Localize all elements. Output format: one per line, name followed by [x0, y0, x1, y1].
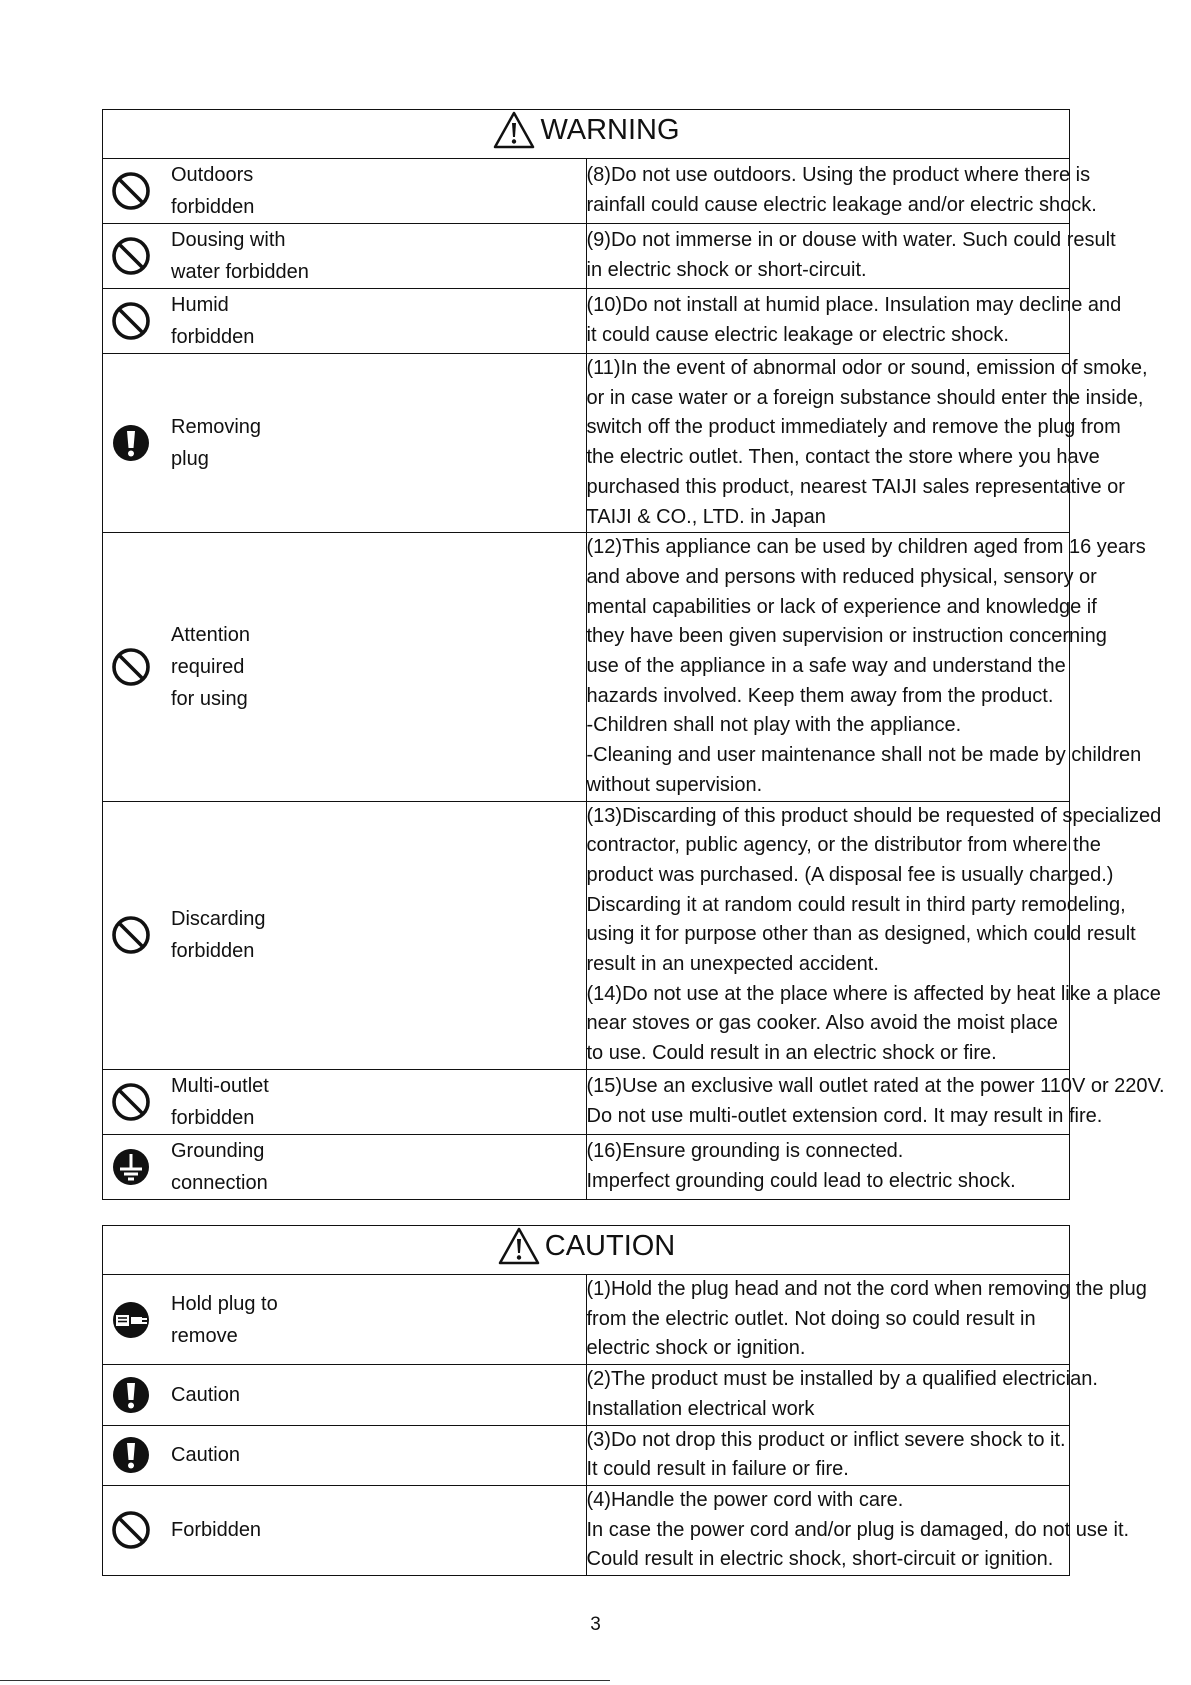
row-label-line: connection — [171, 1171, 268, 1194]
warning-table — [102, 109, 1165, 1200]
row-text-line: (2)The product must be installed by a qualified electrician. — [586, 1368, 1098, 1391]
row-text-line: from the electric outlet. Not doing so could result in — [586, 1307, 1036, 1330]
unplug-icon — [103, 1300, 159, 1340]
row-text — [586, 533, 1146, 801]
row-text-line: it could cause electric leakage or electric shock. — [586, 324, 1009, 346]
row-text-line: hazards involved. Keep them away from the product. — [586, 684, 1054, 707]
row-label-line: Dousing with — [171, 229, 286, 251]
icon-label-cell — [103, 1365, 587, 1425]
icon-label-cell — [103, 1275, 587, 1365]
warning-row — [103, 289, 1070, 354]
row-text-line: (16)Ensure grounding is connected. — [586, 1140, 904, 1163]
row-text-line: (13)Discarding of this product should be requested of specialized — [586, 804, 1162, 827]
row-text — [586, 289, 1122, 354]
row-label-line: Attention — [171, 623, 250, 646]
warning-row — [103, 224, 1070, 289]
row-text-line: purchased this product, nearest TAIJI sales representative or — [586, 475, 1125, 498]
caution-row — [103, 1485, 1070, 1575]
row-text-line: switch off the product immediately and remove the plug from — [586, 416, 1121, 439]
row-text-line: near stoves or gas cooker. Also avoid the moist place — [586, 1012, 1058, 1035]
row-text-line: (15)Use an exclusive wall outlet rated at the power 110V or 220V. — [586, 1075, 1165, 1098]
caution-title: CAUTION — [544, 1229, 676, 1262]
row-text-line: electric shock or ignition. — [586, 1337, 806, 1360]
warning-triangle-icon — [497, 1226, 541, 1266]
mandatory-icon — [103, 1375, 159, 1415]
row-label-line: forbidden — [171, 940, 255, 963]
mandatory-icon — [103, 1435, 159, 1475]
row-label — [171, 224, 309, 288]
row-label-line: required — [171, 655, 245, 678]
row-text — [586, 1425, 1070, 1485]
row-text-line: (14)Do not use at the place where is affected by heat like a place — [586, 982, 1161, 1005]
icon-label-cell — [103, 159, 587, 224]
warning-header — [103, 110, 1070, 159]
row-text-line: contractor, public agency, or the distributor from where the — [586, 834, 1101, 857]
prohibition-icon — [103, 236, 159, 276]
caution-header — [103, 1226, 1070, 1275]
warning-row — [103, 1134, 1070, 1199]
row-label-line: Humid — [171, 294, 229, 316]
row-label — [171, 159, 254, 223]
row-text-line: Imperfect grounding could lead to electric shock. — [586, 1169, 1016, 1192]
row-text — [586, 1365, 1098, 1425]
warning-row — [103, 159, 1070, 224]
page-number: 3 — [590, 1614, 601, 1635]
prohibition-icon — [103, 1510, 159, 1550]
prohibition-icon — [103, 301, 159, 341]
row-label-line: Multi-outlet — [171, 1074, 269, 1097]
icon-label-cell — [103, 801, 587, 1069]
row-text-line: (3)Do not drop this product or inflict severe shock to it. — [586, 1428, 1066, 1451]
row-text-line: Could result in electric shock, short-circuit or ignition. — [586, 1548, 1054, 1571]
icon-label-cell — [103, 533, 587, 801]
row-text-line: In case the power cord and/or plug is damaged, do not use it. — [586, 1518, 1130, 1541]
row-text — [586, 224, 1116, 289]
caution-row — [103, 1365, 1070, 1425]
row-text-line: -Cleaning and user maintenance shall not be made by children — [586, 744, 1142, 767]
row-label-line: Hold plug to — [171, 1292, 278, 1315]
row-text-line: (11)In the event of abnormal odor or sound, emission of smoke, — [586, 357, 1148, 379]
icon-label-cell — [103, 289, 587, 354]
warning-row — [103, 354, 1070, 533]
row-text-line: Discarding it at random could result in third party remodeling, — [586, 893, 1126, 916]
row-label — [171, 1379, 240, 1411]
prohibition-icon — [103, 915, 159, 955]
row-text — [586, 1134, 1070, 1199]
row-label-line: Grounding — [171, 1139, 265, 1162]
row-label — [171, 289, 254, 353]
row-text-line: using it for purpose other than as designed, which could result — [586, 923, 1136, 946]
warning-row — [103, 1069, 1070, 1134]
warning-row — [103, 801, 1070, 1069]
row-text-line: use of the appliance in a safe way and understand the — [586, 655, 1066, 678]
row-text-line: (10)Do not install at humid place. Insulation may decline and — [586, 294, 1122, 317]
row-text-line: Installation electrical work — [586, 1397, 815, 1420]
prohibition-icon — [103, 1082, 159, 1122]
row-text — [586, 354, 1148, 533]
row-text-line: or in case water or a foreign substance should enter the inside, — [586, 386, 1144, 409]
row-text-line: It could result in failure or fire. — [586, 1458, 849, 1481]
row-label-line: Caution — [171, 1444, 240, 1467]
row-text — [586, 1069, 1165, 1134]
row-text-line: TAIJI & CO., LTD. in Japan — [586, 505, 826, 528]
row-label — [171, 411, 261, 475]
row-label-line: remove — [171, 1324, 238, 1347]
row-text — [586, 801, 1162, 1069]
row-label — [171, 1439, 240, 1471]
row-text — [586, 1275, 1147, 1365]
row-text-line: and above and persons with reduced physical, sensory or — [586, 565, 1097, 588]
row-text-line: (4)Handle the power cord with care. — [586, 1488, 904, 1511]
row-label-line: for using — [171, 687, 248, 710]
row-label — [171, 619, 250, 715]
row-text — [586, 1485, 1130, 1575]
row-text-line: in electric shock or short-circuit. — [586, 259, 867, 281]
row-label-line: forbidden — [171, 326, 255, 348]
prohibition-icon — [103, 171, 159, 211]
row-label-line: water forbidden — [171, 261, 309, 283]
row-text — [586, 159, 1097, 224]
row-text-line: Do not use multi-outlet extension cord. It may result in fire. — [586, 1104, 1103, 1127]
row-text-line: -Children shall not play with the appliance. — [586, 714, 962, 737]
row-text-line: (8)Do not use outdoors. Using the product where there is — [586, 164, 1091, 187]
row-text-line: product was purchased. (A disposal fee is usually charged.) — [586, 863, 1114, 886]
row-label-line: Forbidden — [171, 1519, 262, 1542]
row-label — [171, 1135, 268, 1199]
icon-label-cell — [103, 1134, 587, 1199]
row-label — [171, 1514, 261, 1546]
icon-label-cell — [103, 224, 587, 289]
row-label — [171, 1288, 278, 1352]
warning-triangle-icon — [492, 110, 536, 150]
row-label-line: forbidden — [171, 1106, 255, 1129]
icon-label-cell — [103, 1425, 587, 1485]
row-text-line: rainfall could cause electric leakage and/or electric shock. — [586, 194, 1097, 216]
caution-row — [103, 1275, 1070, 1365]
caution-row — [103, 1425, 1070, 1485]
row-label-line: Discarding — [171, 908, 266, 931]
row-text-line: without supervision. — [586, 773, 763, 796]
row-label — [171, 903, 265, 967]
row-label-line: plug — [171, 448, 209, 471]
row-text-line: (9)Do not immerse in or douse with water. Such could result — [586, 229, 1116, 252]
icon-label-cell — [103, 1069, 587, 1134]
row-label-line: forbidden — [171, 196, 255, 218]
row-text-line: to use. Could result in an electric shock or fire. — [586, 1042, 997, 1065]
footer-rule — [0, 1680, 610, 1681]
row-text-line: mental capabilities or lack of experience and knowledge if — [586, 595, 1097, 618]
icon-label-cell — [103, 1485, 587, 1575]
icon-label-cell — [103, 354, 587, 533]
caution-table — [102, 1225, 1147, 1576]
row-text-line: (12)This appliance can be used by children aged from 16 years — [586, 536, 1146, 559]
warning-title: WARNING — [540, 113, 680, 146]
row-label-line: Caution — [171, 1383, 240, 1406]
row-text-line: they have been given supervision or instruction concerning — [586, 625, 1107, 648]
prohibition-icon — [103, 647, 159, 687]
row-label-line: Removing — [171, 416, 262, 439]
row-text-line: (1)Hold the plug head and not the cord when removing the plug — [586, 1278, 1147, 1300]
row-text-line: result in an unexpected accident. — [586, 953, 879, 976]
row-label — [171, 1070, 269, 1134]
grounding-icon — [103, 1147, 159, 1187]
mandatory-icon — [103, 423, 159, 463]
row-text-line: the electric outlet. Then, contact the store where you have — [586, 446, 1100, 469]
warning-row — [103, 533, 1070, 801]
row-label-line: Outdoors — [171, 164, 254, 186]
